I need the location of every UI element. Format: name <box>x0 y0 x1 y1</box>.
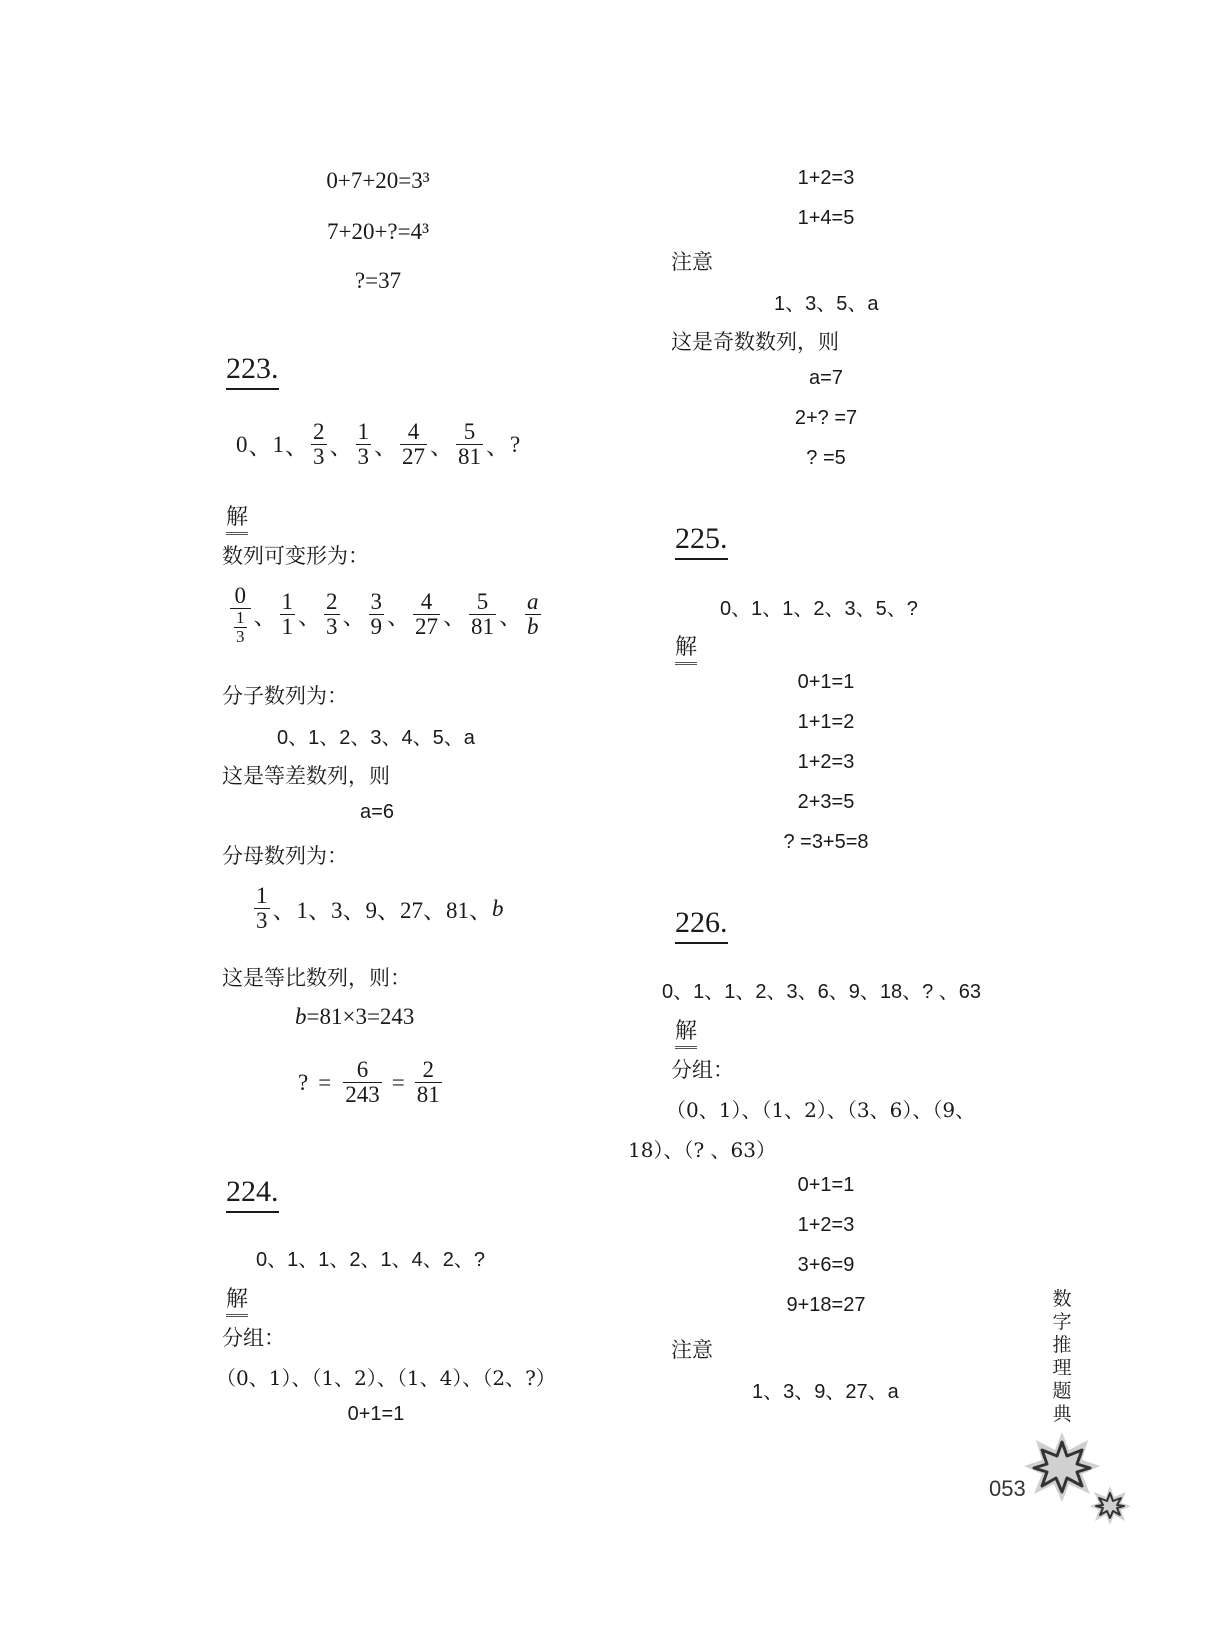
seq-fraction: $\frac{2}{3}$ <box>326 589 338 640</box>
final-fraction: $\frac{2}{81}$ <box>416 1057 440 1108</box>
seq-term: 1 <box>272 431 284 457</box>
top-equation-1: 0+7+20=3³ <box>326 168 430 193</box>
seq-fraction: $\frac{1}{3}$ <box>357 419 369 470</box>
problem-223-title: 223. <box>226 352 279 390</box>
denominator-label: 分母数列为： <box>222 844 348 868</box>
problem-223-sequence: 0 、 1 、 $\frac{2}{3}$ 、 $\frac{1}{3}$ 、 $\frac{4}{27}$ 、 $\frac{5}{81}$ 、 ? <box>236 419 521 470</box>
transformed-sequence: $\frac{0}{\frac{1}{3}}$ 、 $\frac{1}{1}$ 、 $\frac{2}{3}$ 、 $\frac{3}{9}$ 、 $\frac{4}{27}$ 、 $\frac{5}{81}$ 、 $\frac{a}{b}$ <box>228 584 543 646</box>
equation-225: 1+2=3 <box>797 751 855 773</box>
note-label-226: 注意 <box>671 1338 713 1362</box>
seq-fraction: $\frac{2}{3}$ <box>313 419 325 470</box>
seq-fraction: $\frac{5}{81}$ <box>458 419 481 470</box>
solution-label-223: 解 <box>226 500 248 535</box>
page-number: 053 <box>989 1476 1026 1501</box>
equation-226: 9+18=27 <box>786 1294 866 1316</box>
top-equation-3: ?=37 <box>354 268 402 293</box>
seq-fraction: $\frac{a}{b}$ <box>527 589 539 640</box>
seq-fraction: $\frac{1}{3}$ <box>256 883 268 934</box>
equation-224-1: 0+1=1 <box>347 1403 405 1425</box>
seq-fraction: $\frac{4}{27}$ <box>415 589 438 640</box>
equation-225: 0+1=1 <box>797 671 855 693</box>
note-label-224: 注意 <box>671 250 713 274</box>
problem-225-title: 225. <box>675 522 728 560</box>
problem-225-sequence: 0、1、1、2、3、5、? <box>720 598 918 620</box>
arithmetic-label: 这是等差数列，则 <box>222 764 390 788</box>
seq-fraction: $\frac{5}{81}$ <box>471 589 494 640</box>
solution-label-224: 解 <box>226 1282 248 1317</box>
seq-fraction: $\frac{1}{1}$ <box>281 589 293 640</box>
a-value-224: a=7 <box>809 367 843 389</box>
equation-cont-2: 1+4=5 <box>797 207 855 229</box>
transform-label: 数列可变形为： <box>222 544 369 568</box>
problem-226-title: 226. <box>675 906 728 944</box>
problem-226-sequence: 0、1、1、2、3、6、9、18、? 、63 <box>662 981 982 1003</box>
seq-terms: 1、3、9、27、81、 <box>296 898 492 924</box>
group-label-226: 分组： <box>671 1058 734 1082</box>
equation-cont-3: 2+? =7 <box>794 407 858 429</box>
seq-fraction: $\frac{0}{\frac{1}{3}}$ <box>230 584 251 646</box>
group-label-224: 分组： <box>222 1326 285 1350</box>
problem-224-title: 224. <box>226 1175 279 1213</box>
equation-226: 3+6=9 <box>797 1254 855 1276</box>
seq-term-b: b <box>492 895 504 921</box>
numerator-sequence: 0、1、2、3、4、5、a <box>277 727 475 749</box>
b-equation <box>295 1004 414 1030</box>
book-title-vertical: 数字推理题典 <box>1052 1288 1072 1425</box>
geometric-sequence-226: 1、3、9、27、a <box>752 1381 899 1403</box>
small-star-icon <box>1088 1484 1132 1526</box>
b-equation-rest: =81×3=243 <box>306 1004 415 1029</box>
seq-fraction: $\frac{3}{9}$ <box>370 589 382 640</box>
equation-225: ? =3+5=8 <box>783 831 869 853</box>
odd-label: 这是奇数数列，则 <box>671 330 839 354</box>
final-answer-223 <box>298 1058 444 1107</box>
odd-sequence: 1、3、5、a <box>774 293 879 315</box>
top-equation-2: 7+20+?=4³ <box>326 219 430 244</box>
equation-225: 2+3=5 <box>797 791 855 813</box>
seq-term: 0 <box>236 431 248 457</box>
problem-224-sequence: 0、1、1、2、1、4、2、? <box>256 1249 485 1271</box>
numerator-label: 分子数列为： <box>222 684 348 708</box>
final-fraction: $\frac{6}{243}$ <box>345 1057 380 1108</box>
equation-226: 0+1=1 <box>797 1174 855 1196</box>
equation-226: 1+2=3 <box>797 1214 855 1236</box>
final-q: ? <box>298 1069 309 1095</box>
groups-226-line2: 18）、（? 、63） <box>628 1138 776 1162</box>
equation-cont-1: 1+2=3 <box>797 167 855 189</box>
solution-label-226: 解 <box>675 1014 697 1049</box>
seq-fraction: $\frac{4}{27}$ <box>402 419 425 470</box>
groups-226-line1: （0、1）、（1、2）、（3、6）、（9、 <box>666 1098 976 1122</box>
seq-unknown: ? <box>510 431 521 457</box>
solution-label-225: 解 <box>675 630 697 665</box>
final-eq: = <box>391 1069 405 1095</box>
final-eq: = <box>318 1069 332 1095</box>
geometric-label: 这是等比数列，则： <box>222 966 411 990</box>
equation-cont-4: ? =5 <box>806 447 846 469</box>
groups-224: （0、1）、（1、2）、（1、4）、（2、?） <box>216 1366 556 1390</box>
equation-225: 1+1=2 <box>797 711 855 733</box>
b-var: b <box>295 1004 307 1029</box>
denominator-sequence: $\frac{1}{3}$ 、 1、3、9、27、81、 b <box>256 883 504 934</box>
a-value: a=6 <box>360 801 394 823</box>
